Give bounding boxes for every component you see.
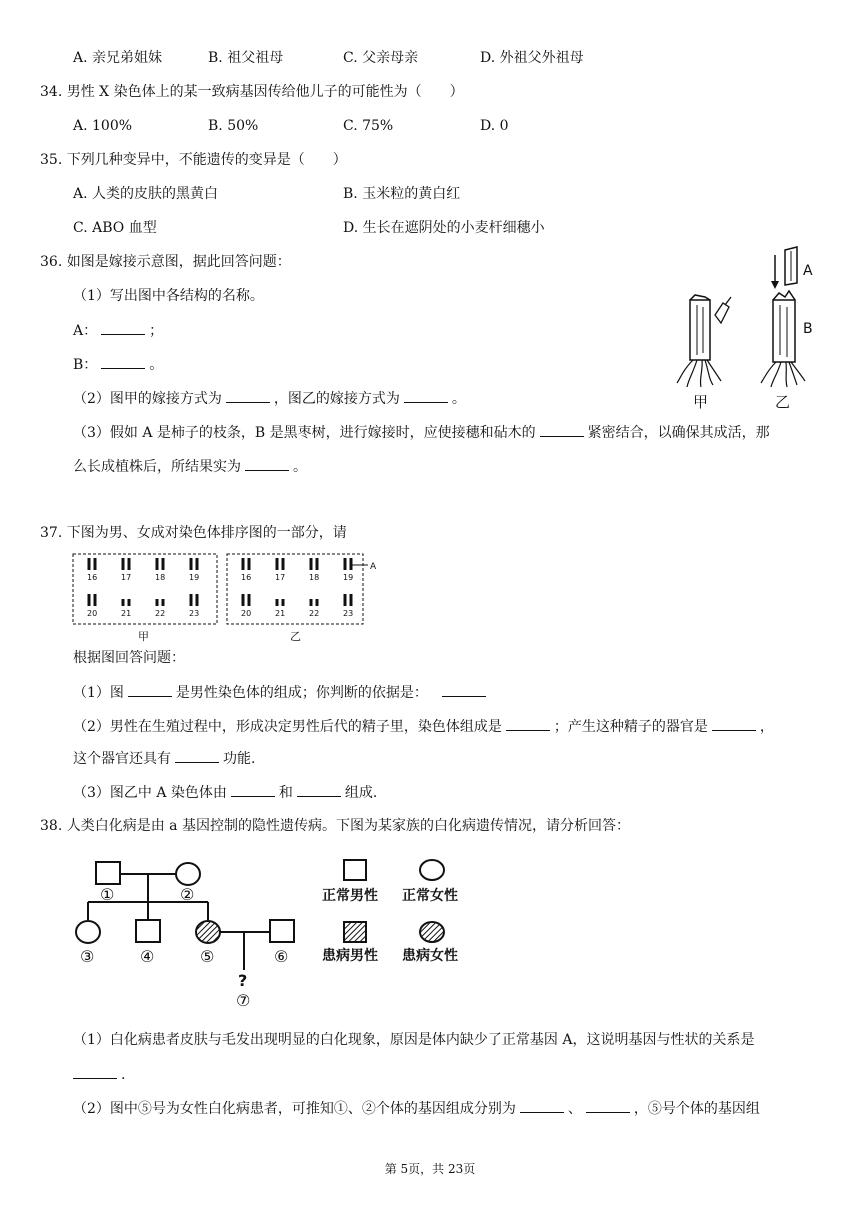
grafting-label-jia: 甲 bbox=[693, 393, 709, 411]
pedigree-person-2 bbox=[176, 863, 200, 885]
q36-answer-a bbox=[73, 320, 163, 341]
q37-blank-dna[interactable] bbox=[231, 782, 275, 797]
chromosome-number-jia-21: 21 bbox=[121, 609, 132, 618]
q36-part3-cont bbox=[73, 456, 307, 477]
q37-blank-sperm[interactable] bbox=[506, 716, 550, 731]
pedigree-person-5 bbox=[196, 921, 220, 943]
grafting-jia-plant bbox=[677, 295, 731, 387]
q37-p1-text-b: 是男性染色体的组成；你判断的依据是： bbox=[175, 685, 428, 701]
q34-option-a: A. 100% bbox=[73, 118, 133, 134]
q36-answer-b bbox=[73, 354, 163, 375]
pedigree-id-7: ⑦ bbox=[236, 991, 251, 1010]
q34-option-c: C. 75% bbox=[343, 118, 394, 134]
q37-blank-protein[interactable] bbox=[297, 782, 341, 797]
chromosome-number-jia-20: 20 bbox=[87, 609, 98, 618]
q36-stem: 36. 如图是嫁接示意图，据此回答问题： bbox=[40, 254, 291, 270]
q33-option-a: A. 亲兄弟姐妹 bbox=[73, 50, 163, 66]
legend-normal-male-icon bbox=[344, 860, 366, 880]
q36-part2 bbox=[73, 388, 466, 409]
q38-p2-text-a: （2）图中⑤号为女性白化病患者，可推知①、②个体的基因组成分别为 bbox=[73, 1101, 516, 1117]
chromosome-number-yi-20: 20 bbox=[241, 609, 252, 618]
chromosome-number-yi-18: 18 bbox=[309, 573, 320, 582]
q37-p2-text-a: （2）男性在生殖过程中，形成决定男性后代的精子里，染色体组成是 bbox=[73, 719, 502, 735]
pedigree-id-6: ⑥ bbox=[274, 947, 289, 966]
q38-stem: 38. 人类白化病是由 a 基因控制的隐性遗传病。下图为某家族的白化病遗传情况，请分析回答： bbox=[40, 818, 630, 834]
grafting-label-a: A bbox=[803, 263, 813, 279]
legend-affected-female-icon bbox=[420, 922, 444, 942]
q37-part1 bbox=[73, 682, 490, 703]
q34-option-d: D. 0 bbox=[480, 118, 509, 134]
page-footer: 第 5页，共 23页 bbox=[384, 1162, 476, 1176]
grafting-yi-plant bbox=[761, 247, 805, 387]
q37-blank-function[interactable] bbox=[175, 748, 219, 763]
q38-p2-text-c: ，⑤号个体的基因组 bbox=[633, 1101, 760, 1117]
pedigree-chart bbox=[72, 850, 482, 1012]
q36-p3-text-c: 么长成植株后，所结果实为 bbox=[73, 459, 241, 475]
q33-option-b: B. 祖父祖母 bbox=[208, 50, 284, 66]
q36-a-label: A： bbox=[73, 323, 98, 339]
q37-blank-reason[interactable] bbox=[442, 682, 486, 697]
q37-blank-organ[interactable] bbox=[712, 716, 756, 731]
pedigree-id-3: ③ bbox=[80, 947, 95, 966]
q37-p3-text-a: （3）图乙中 A 染色体由 bbox=[73, 785, 227, 801]
q37-p3-text-c: 组成. bbox=[344, 785, 378, 801]
q35-stem: 35. 下列几种变异中，不能遗传的变异是（ ） bbox=[40, 152, 347, 168]
legend-normal-male: 正常男性 bbox=[322, 888, 378, 904]
q35-option-d: D. 生长在遮阴处的小麦杆细穗小 bbox=[343, 220, 545, 236]
legend-normal-female-icon bbox=[420, 860, 444, 880]
q38-blank-genotype-1[interactable] bbox=[520, 1098, 564, 1113]
karyotype-label-jia: 甲 bbox=[138, 630, 149, 643]
chromosome-number-yi-16: 16 bbox=[241, 573, 252, 582]
pedigree-id-4: ④ bbox=[140, 947, 155, 966]
q36-blank-fruit[interactable] bbox=[245, 456, 289, 471]
q37-p2-text-e: 功能. bbox=[223, 751, 256, 767]
q37-p2-text-c: ， bbox=[759, 719, 774, 735]
q36-p2-text-c: 。 bbox=[451, 391, 466, 407]
chromosome-number-jia-19: 19 bbox=[189, 573, 200, 582]
q34-option-b: B. 50% bbox=[208, 118, 259, 134]
q36-blank-jia[interactable] bbox=[226, 388, 270, 403]
legend-affected-female: 患病女性 bbox=[402, 948, 458, 964]
q36-b-label: B： bbox=[73, 357, 98, 373]
grafting-label-yi: 乙 bbox=[775, 393, 791, 411]
pedigree-person-6 bbox=[270, 920, 294, 942]
q38-blank-genotype-2[interactable] bbox=[586, 1098, 630, 1113]
q38-p2-text-b: 、 bbox=[567, 1101, 582, 1117]
q37-blank-figure[interactable] bbox=[128, 682, 172, 697]
chromosome-number-yi-17: 17 bbox=[275, 573, 286, 582]
chromosome-number-yi-19: 19 bbox=[343, 573, 354, 582]
chromosome-number-jia-16: 16 bbox=[87, 573, 98, 582]
chromosome-number-jia-18: 18 bbox=[155, 573, 166, 582]
q36-blank-tissue[interactable] bbox=[540, 422, 584, 437]
pedigree-id-1: ① bbox=[100, 885, 115, 904]
q36-a-end: ； bbox=[149, 323, 164, 339]
q37-p2-text-b: ；产生这种精子的器官是 bbox=[553, 719, 708, 735]
q33-option-d: D. 外祖父外祖母 bbox=[480, 50, 584, 66]
chromosome-number-jia-17: 17 bbox=[121, 573, 132, 582]
q37-p2-text-d: 这个器官还具有 bbox=[73, 751, 171, 767]
pedigree-question: ? bbox=[238, 971, 248, 990]
q38-part1-cont bbox=[73, 1064, 125, 1085]
q36-blank-a[interactable] bbox=[101, 320, 145, 335]
q38-blank-relation[interactable] bbox=[73, 1064, 117, 1079]
pedigree-person-4 bbox=[136, 920, 160, 942]
chromosome-number-yi-23: 23 bbox=[343, 609, 354, 618]
q36-blank-b[interactable] bbox=[101, 354, 145, 369]
q38-p1-end: . bbox=[121, 1067, 126, 1083]
q33-option-c: C. 父亲母亲 bbox=[343, 50, 419, 66]
legend-affected-male: 患病男性 bbox=[322, 948, 378, 964]
chromosome-number-yi-21: 21 bbox=[275, 609, 286, 618]
chromosome-number-jia-22: 22 bbox=[155, 609, 166, 618]
q37-part2 bbox=[73, 716, 774, 737]
grafting-label-b: B bbox=[803, 321, 813, 337]
q35-option-b: B. 玉米粒的黄白红 bbox=[343, 186, 461, 202]
pedigree-person-3 bbox=[76, 921, 100, 943]
q36-p2-text-b: ，图乙的嫁接方式为 bbox=[273, 391, 400, 407]
pedigree-person-1 bbox=[96, 862, 120, 884]
chromosome-number-yi-22: 22 bbox=[309, 609, 320, 618]
q37-intro: 根据图回答问题： bbox=[73, 650, 185, 666]
q36-blank-yi[interactable] bbox=[404, 388, 448, 403]
q36-part3 bbox=[73, 422, 770, 443]
q36-p3-text-d: 。 bbox=[293, 459, 307, 475]
karyotype-label-yi: 乙 bbox=[290, 630, 301, 643]
q37-part3 bbox=[73, 782, 377, 803]
q35-option-c: C. ABO 血型 bbox=[73, 220, 157, 236]
q37-p3-text-b: 和 bbox=[278, 785, 293, 801]
q34-stem: 34. 男性 X 染色体上的某一致病基因传给他儿子的可能性为（ ） bbox=[40, 84, 464, 100]
legend-normal-female: 正常女性 bbox=[402, 888, 458, 904]
q37-part2-cont bbox=[73, 748, 255, 769]
legend-affected-male-icon bbox=[344, 922, 366, 942]
chromosome-number-jia-23: 23 bbox=[189, 609, 200, 618]
q37-p1-text-a: （1）图 bbox=[73, 685, 124, 701]
q36-p2-text-a: （2）图甲的嫁接方式为 bbox=[73, 391, 222, 407]
karyotype-figure bbox=[72, 550, 392, 644]
q37-stem: 37. 下图为男、女成对染色体排序图的一部分，请 bbox=[40, 525, 347, 541]
q36-p3-text-b: 紧密结合，以确保其成活，那 bbox=[587, 425, 770, 441]
grafting-diagram bbox=[675, 245, 825, 415]
pedigree-id-2: ② bbox=[180, 885, 195, 904]
q38-part1-text: （1）白化病患者皮肤与毛发出现明显的白化现象，原因是体内缺少了正常基因 A，这说明基因与性状的关系是 bbox=[73, 1032, 755, 1048]
q36-p3-text-a: （3）假如 A 是柿子的枝条，B 是黑枣树，进行嫁接时，应使接穗和砧木的 bbox=[73, 425, 536, 441]
karyotype-label-a: A bbox=[370, 562, 377, 572]
q35-option-a: A. 人类的皮肤的黑黄白 bbox=[73, 186, 219, 202]
q38-part2 bbox=[73, 1098, 760, 1119]
q36-part1: （1）写出图中各结构的名称。 bbox=[73, 288, 264, 304]
q36-b-end: 。 bbox=[149, 357, 164, 373]
pedigree-id-5: ⑤ bbox=[200, 947, 215, 966]
